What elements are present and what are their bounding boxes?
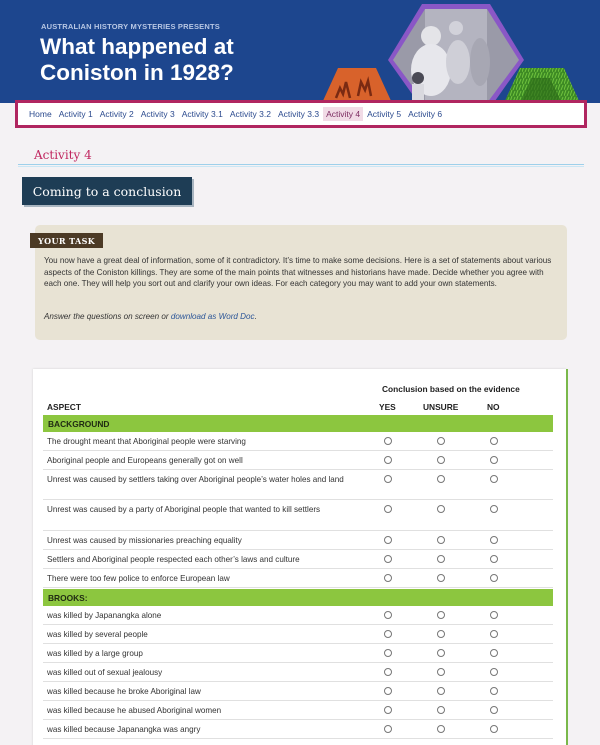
task-instructions: You now have a great deal of information, some of it contradictory. It’s time to make some decisions. Here is a set of statements about various aspects of the Coniston killings. They are some of the main points that witnesses and historians have made. Decide whether you agree with each one. They will help you sort out and clarify your own ideas. For each category you may want to add your own statements.: [44, 256, 552, 289]
task-note-suffix: .: [254, 312, 257, 321]
unsure-radio[interactable]: [437, 649, 445, 657]
table-row: [43, 701, 553, 720]
unsure-radio[interactable]: [437, 536, 445, 544]
no-radio[interactable]: [490, 536, 498, 544]
download-word-doc-link[interactable]: download as Word Doc: [170, 312, 255, 321]
table-row: [43, 606, 553, 625]
statement-text: was killed because he abused Aboriginal women: [47, 706, 222, 715]
no-radio[interactable]: [490, 668, 498, 676]
aspect-column-header: ASPECT: [47, 402, 81, 412]
yes-radio[interactable]: [384, 649, 392, 657]
table-row: [43, 644, 553, 663]
conclusion-heading: Conclusion based on the evidence: [382, 384, 520, 394]
statement-text: Unrest was caused by settlers taking over Aboriginal people’s water holes and land: [47, 475, 344, 484]
nav-item-activity-3-1[interactable]: Activity 3.1: [181, 109, 223, 119]
unsure-radio[interactable]: [437, 456, 445, 464]
yes-radio[interactable]: [384, 574, 392, 582]
series-label: AUSTRALIAN HISTORY MYSTERIES PRESENTS: [41, 22, 220, 31]
statement-text: Settlers and Aboriginal people respected each other’s laws and culture: [47, 555, 300, 564]
yes-radio[interactable]: [384, 475, 392, 483]
unsure-column-header: UNSURE: [423, 402, 459, 412]
table-row: [43, 663, 553, 682]
no-column-header: NO: [487, 402, 500, 412]
nav-item-activity-4[interactable]: Activity 4: [323, 107, 363, 121]
category-header: BROOKS:: [43, 589, 553, 606]
task-note-prefix: Answer the questions on screen or: [44, 312, 171, 321]
activity-nav: [15, 100, 587, 128]
table-row: [43, 569, 553, 588]
rock-art-hex: [322, 68, 392, 103]
statement-text: Unrest was caused by missionaries preaching equality: [47, 536, 242, 545]
site-header: [0, 0, 600, 103]
statement-text: was killed by Japanangka alone: [47, 611, 162, 620]
task-note: [44, 312, 257, 321]
table-row: [43, 500, 553, 531]
no-radio[interactable]: [490, 555, 498, 563]
nav-item-activity-3[interactable]: Activity 3: [140, 109, 175, 119]
yes-radio[interactable]: [384, 505, 392, 513]
no-radio[interactable]: [490, 505, 498, 513]
yes-radio[interactable]: [384, 630, 392, 638]
activity-heading: Activity 4: [34, 148, 92, 162]
unsure-radio[interactable]: [437, 437, 445, 445]
unsure-radio[interactable]: [437, 706, 445, 714]
task-tag: YOUR TASK: [30, 233, 103, 248]
no-radio[interactable]: [490, 706, 498, 714]
statement-text: Aboriginal people and Europeans generally got on well: [47, 456, 243, 465]
yes-radio[interactable]: [384, 668, 392, 676]
table-row: [43, 720, 553, 739]
statement-text: There were too few police to enforce European law: [47, 574, 230, 583]
unsure-radio[interactable]: [437, 630, 445, 638]
statement-text: was killed out of sexual jealousy: [47, 668, 163, 677]
unsure-radio[interactable]: [437, 505, 445, 513]
unsure-radio[interactable]: [437, 668, 445, 676]
header-photo-collage: [318, 0, 600, 103]
statement-text: The drought meant that Aboriginal people were starving: [47, 437, 246, 446]
page-title: What happened at Coniston in 1928?: [40, 34, 234, 85]
no-radio[interactable]: [490, 437, 498, 445]
yes-radio[interactable]: [384, 555, 392, 563]
no-radio[interactable]: [490, 649, 498, 657]
table-row: [43, 531, 553, 550]
yes-radio[interactable]: [384, 536, 392, 544]
unsure-radio[interactable]: [437, 725, 445, 733]
no-radio[interactable]: [490, 611, 498, 619]
yes-radio[interactable]: [384, 725, 392, 733]
unsure-radio[interactable]: [437, 555, 445, 563]
no-radio[interactable]: [490, 456, 498, 464]
yes-radio[interactable]: [384, 456, 392, 464]
unsure-radio[interactable]: [437, 475, 445, 483]
statement-text: was killed because he broke Aboriginal law: [47, 687, 201, 696]
no-radio[interactable]: [490, 574, 498, 582]
yes-radio[interactable]: [384, 611, 392, 619]
category-header: BACKGROUND: [43, 415, 553, 432]
nav-item-activity-3-2[interactable]: Activity 3.2: [229, 109, 271, 119]
table-row: [43, 451, 553, 470]
yes-radio[interactable]: [384, 437, 392, 445]
table-row: [43, 625, 553, 644]
table-row: [43, 550, 553, 569]
nav-item-activity-2[interactable]: Activity 2: [99, 109, 134, 119]
statement-text: was killed because Japanangka was angry: [47, 725, 201, 734]
table-row: [43, 432, 553, 451]
statement-text: was killed by several people: [47, 630, 148, 639]
heading-divider: [18, 164, 584, 167]
unsure-radio[interactable]: [437, 574, 445, 582]
no-radio[interactable]: [490, 630, 498, 638]
nav-item-activity-6[interactable]: Activity 6: [408, 109, 443, 119]
no-radio[interactable]: [490, 687, 498, 695]
yes-radio[interactable]: [384, 706, 392, 714]
unsure-radio[interactable]: [437, 687, 445, 695]
no-radio[interactable]: [490, 475, 498, 483]
yes-column-header: YES: [379, 402, 396, 412]
statement-text: Unrest was caused by a party of Aboriginal people that wanted to kill settlers: [47, 505, 321, 514]
table-row: [43, 470, 553, 500]
table-row: [43, 682, 553, 701]
nav-item-home[interactable]: Home: [29, 109, 52, 119]
nav-item-activity-3-3[interactable]: Activity 3.3: [277, 109, 320, 119]
statement-text: was killed by a large group: [47, 649, 143, 658]
yes-radio[interactable]: [384, 687, 392, 695]
section-title: Coming to a conclusion: [22, 177, 192, 205]
unsure-radio[interactable]: [437, 611, 445, 619]
nav-item-activity-1[interactable]: Activity 1: [58, 109, 93, 119]
no-radio[interactable]: [490, 725, 498, 733]
nav-item-activity-5[interactable]: Activity 5: [367, 109, 402, 119]
